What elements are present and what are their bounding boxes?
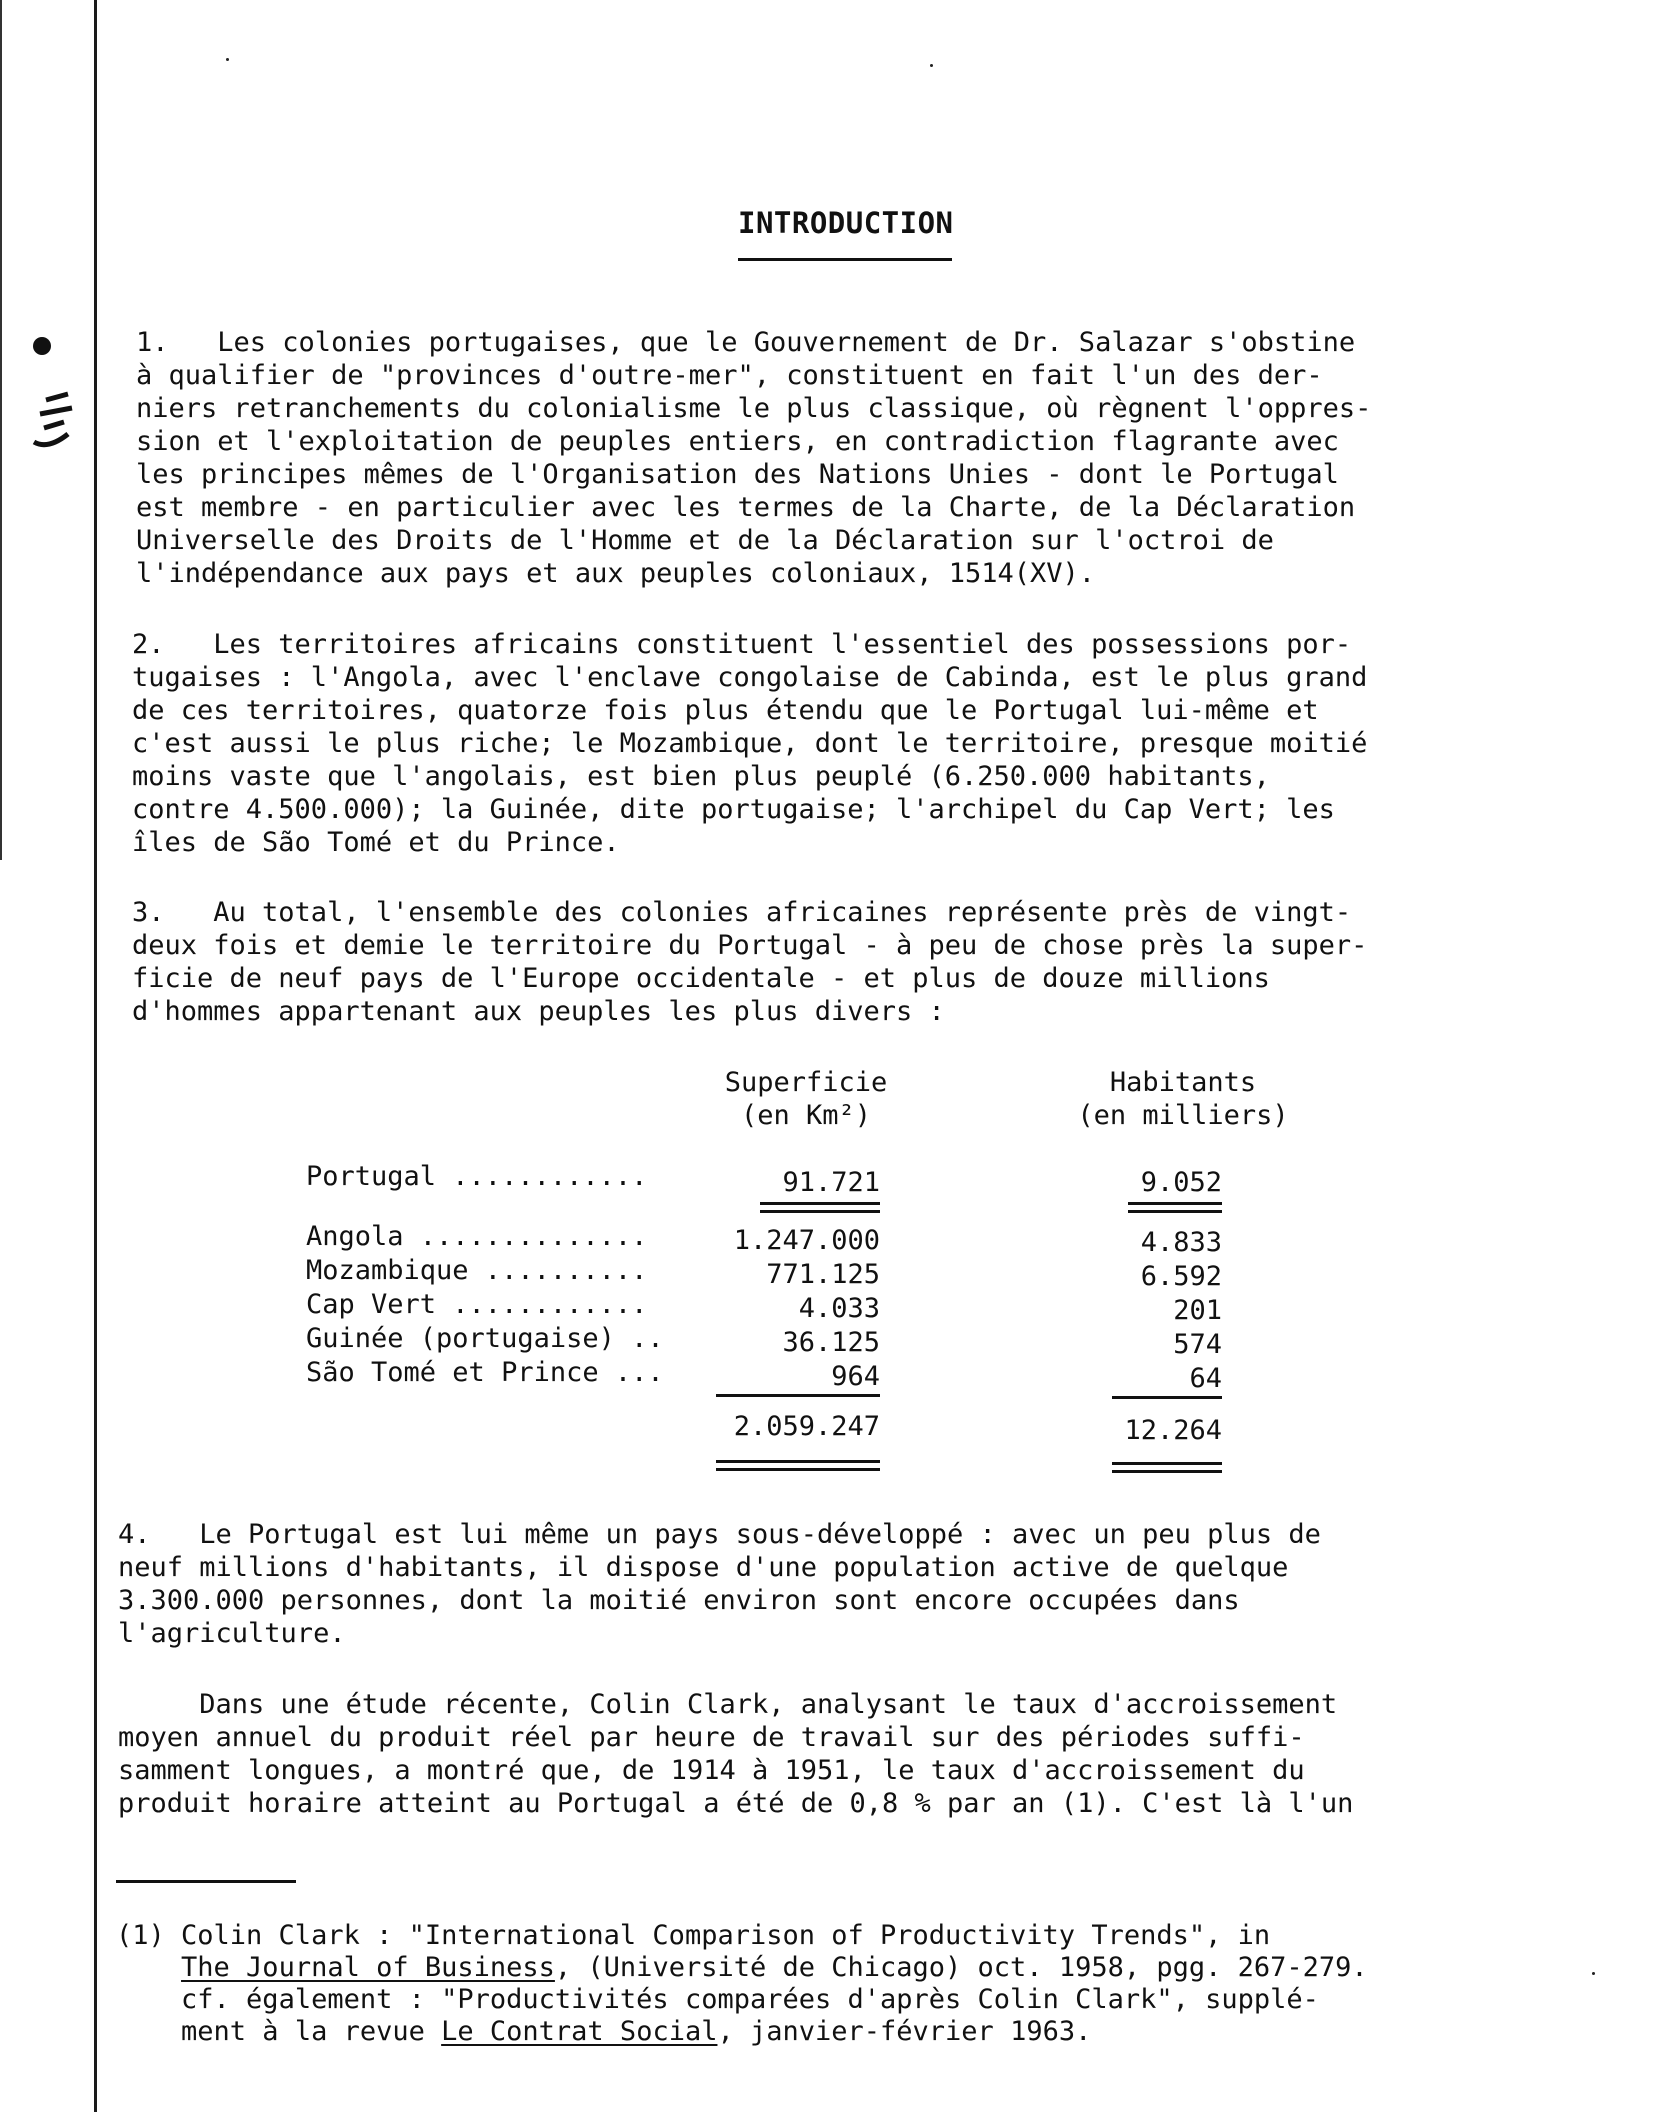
column-header-population: Habitants (en milliers) [1077, 1067, 1289, 1131]
column-header-area: Superficie (en Km²) [724, 1067, 888, 1131]
double-rule [1112, 1470, 1222, 1473]
row-area: 1.247.000 [733, 1225, 880, 1256]
row-label: Angola .............. [306, 1221, 648, 1252]
footnote-line-4-start: ment à la revue [181, 2016, 442, 2047]
row-population: 64 [1189, 1363, 1222, 1394]
footnote-line-2: , (Université de Chicago) oct. 1958, pgg. 267-279. [554, 1952, 1368, 1983]
footnote-line-1: (1) Colin Clark : "International Comparison of Productivity Trends", in [116, 1920, 1271, 1951]
row-population: 4.833 [1140, 1227, 1222, 1258]
double-rule [1112, 1462, 1222, 1465]
double-rule [760, 1210, 880, 1213]
row-area: 4.033 [798, 1293, 880, 1324]
speck [1592, 1972, 1595, 1975]
page-edge [0, 0, 2, 860]
sum-rule [716, 1394, 880, 1397]
page-title: INTRODUCTION [738, 206, 954, 240]
row-label: Mozambique .......... [306, 1255, 648, 1286]
row-area: 964 [831, 1361, 880, 1392]
paragraph-1: 1. Les colonies portugaises, que le Gouvernement de Dr. Salazar s'obstine à qualifier de "provinces d'outre-mer", constituent en fait l'un des der- niers retranchements du colonialisme le plus classique, où règnent l'oppres- sion et l'exploitation de peuples entiers, en contradiction flagrante avec les principes mêmes de l'Organisation des Nations Unies - dont le Portugal est membre - en particulier avec les termes de la Charte, de la Déclaration Universelle des Droits de l'Homme et de la Déclaration sur l'octroi de l'indépendance aux pays et aux peuples coloniaux, 1514(XV). [136, 327, 1372, 589]
double-rule [1128, 1210, 1222, 1213]
row-label: São Tomé et Prince ... [306, 1357, 664, 1388]
journal-title: The Journal of Business [181, 1952, 555, 1983]
footnote-line-3: cf. également : "Productivités comparées d'après Colin Clark", supplé- [181, 1984, 1319, 2015]
footnote-separator [116, 1880, 296, 1883]
footnote [116, 1920, 1368, 2048]
total-area: 2.059.247 [733, 1411, 880, 1442]
row-population: 6.592 [1140, 1261, 1222, 1292]
speck [226, 58, 229, 61]
double-rule [716, 1468, 880, 1471]
row-area: 91.721 [782, 1167, 880, 1198]
speck [930, 64, 933, 67]
paragraph-2: 2. Les territoires africains constituent l'essentiel des possessions por- tugaises : l'Angola, avec l'enclave congolaise de Cabinda, est le plus grand de ces territoires, quatorze fois plus étendu que le Portugal lui-même et c'est aussi le plus riche; le Mozambique, dont le territoire, presque moitié moins vaste que l'angolais, est bien plus peuplé (6.250.000 habitants, contre 4.500.000); la Guinée, dite portugaise; l'archipel du Cap Vert; les îles de São Tomé et du Prince. [132, 629, 1368, 858]
row-area: 771.125 [766, 1259, 880, 1290]
review-title: Le Contrat Social [441, 2016, 718, 2047]
total-population: 12.264 [1124, 1415, 1222, 1446]
paragraph-5: Dans une étude récente, Colin Clark, analysant le taux d'accroissement moyen annuel du produit réel par heure de travail sur des périodes suffi- samment longues, a montré que, de 1914 à 1951, le taux d'accroissement du produit horaire atteint au Portugal a été de 0,8 % par an (1). C'est là l'un [118, 1689, 1354, 1819]
sum-rule [1112, 1396, 1222, 1399]
double-rule [716, 1460, 880, 1463]
row-label: Guinée (portugaise) .. [306, 1323, 664, 1354]
row-population: 9.052 [1140, 1167, 1222, 1198]
row-population: 201 [1173, 1295, 1222, 1326]
row-label: Cap Vert ............ [306, 1289, 648, 1320]
double-rule [760, 1202, 880, 1205]
row-label: Portugal ............ [306, 1161, 648, 1192]
footnote-line-4-end: , janvier-février 1963. [717, 2016, 1092, 2047]
title-underline [738, 258, 952, 261]
paragraph-4: 4. Le Portugal est lui même un pays sous-développé : avec un peu plus de neuf millions d'habitants, il dispose d'une population active de quelque 3.300.000 personnes, dont la moitié environ sont encore occupées dans l'agriculture. [118, 1519, 1321, 1649]
paragraph-3: 3. Au total, l'ensemble des colonies africaines représente près de vingt- deux fois et demie le territoire du Portugal - à peu de chose près la super- ficie de neuf pays de l'Europe occidentale - et plus de douze millions d'hommes appartenant aux peuples les plus divers : [132, 897, 1368, 1027]
row-population: 574 [1173, 1329, 1222, 1360]
binding-scribble [28, 330, 78, 470]
double-rule [1128, 1202, 1222, 1205]
row-area: 36.125 [782, 1327, 880, 1358]
margin-rule [94, 0, 97, 2112]
